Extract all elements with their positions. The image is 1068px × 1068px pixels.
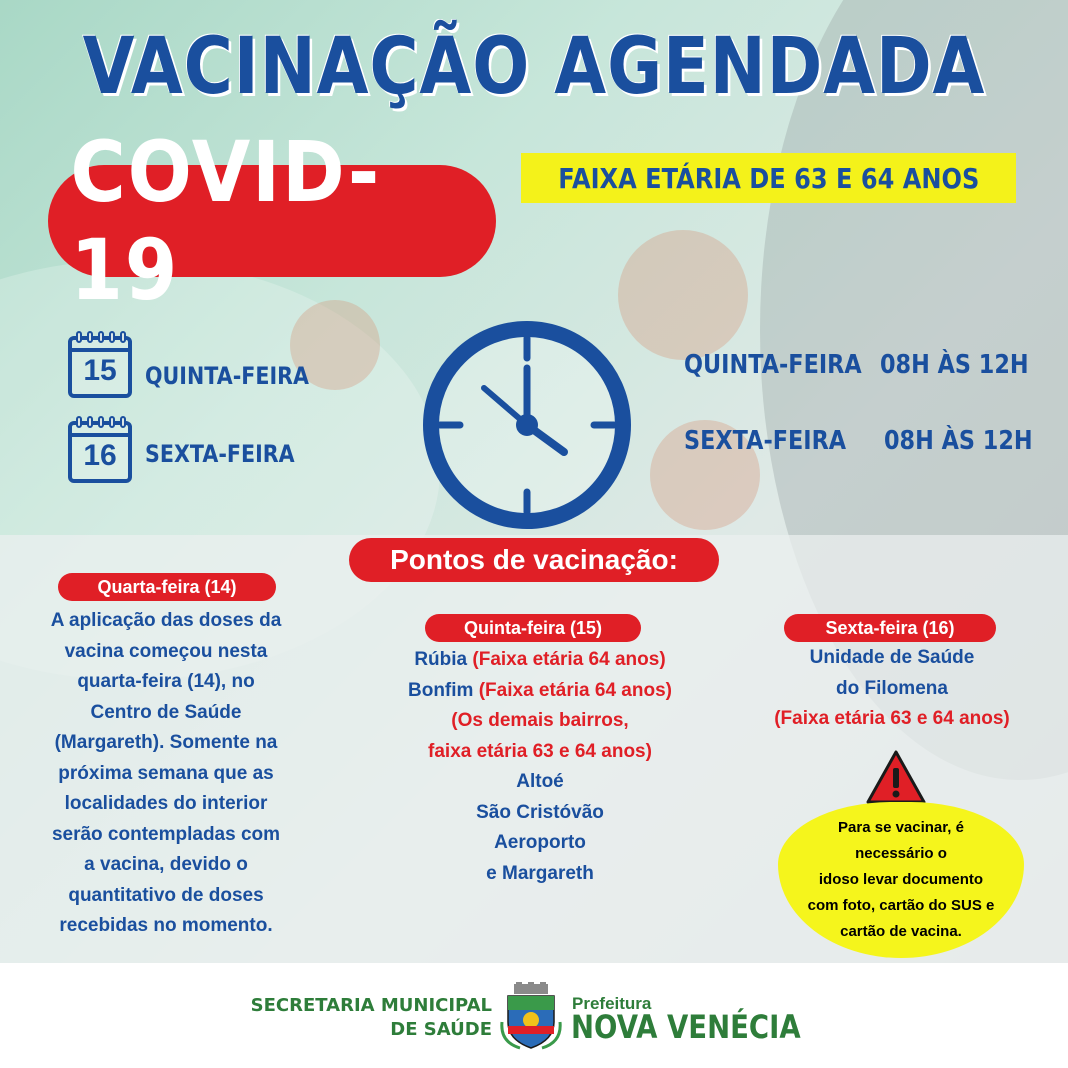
calendar-day-number: 15 <box>83 354 117 387</box>
location-line: do Filomena <box>836 677 948 699</box>
schedule-hours: 08H ÀS 12H <box>880 350 1029 380</box>
calendar-day-number: 16 <box>83 439 117 472</box>
city-crest-logo <box>500 982 562 1052</box>
city-name: NOVA VENÉCIA <box>571 1008 801 1046</box>
text-line: a vacina, devido o <box>84 854 248 875</box>
wednesday-label: Quarta-feira (14) <box>58 573 276 601</box>
friday-age: (Faixa etária 63 e 64 anos) <box>774 708 1010 729</box>
covid-badge <box>48 123 496 319</box>
location-item: Aeroporto <box>494 832 586 853</box>
text-line: localidades do interior <box>64 793 268 814</box>
location-rubia: Rúbia (Faixa etária 64 anos) <box>414 649 666 670</box>
date-weekday: SEXTA-FEIRA <box>145 440 295 468</box>
age-band <box>521 153 1016 203</box>
notice-text: Para se vacinar, é necessário o idoso levar documento com foto, cartão do SUS e cartão de vacina. <box>807 819 995 940</box>
schedule-hours: 08H ÀS 12H <box>884 426 1033 456</box>
location-line: Unidade de Saúde <box>809 647 975 668</box>
wednesday-text <box>18 606 314 942</box>
covid-label: COVID-19 <box>70 123 382 319</box>
text-line: serão contempladas com <box>51 823 281 845</box>
location-item: Altoé <box>516 771 564 792</box>
text-line: próxima semana que as <box>58 762 274 784</box>
notice-box <box>778 802 1024 958</box>
clock-icon <box>418 316 636 534</box>
date-weekday: QUINTA-FEIRA <box>145 362 310 390</box>
friday-locations <box>736 643 1048 735</box>
calendar-icon <box>68 421 132 483</box>
location-bonfim: Bonfim (Faixa etária 64 anos) <box>408 679 672 701</box>
virus-decoration <box>618 230 748 360</box>
page-title: VACINAÇÃO AGENDADA <box>82 22 986 112</box>
warning-icon <box>864 748 928 806</box>
others-note: (Os demais bairros, <box>451 710 629 731</box>
thursday-label: Quinta-feira (15) <box>425 614 641 642</box>
friday-label: Sexta-feira (16) <box>784 614 996 642</box>
text-line: quarta-feira (14), no <box>77 671 255 692</box>
calendar-icon <box>68 336 132 398</box>
location-item: e Margareth <box>486 862 594 884</box>
text-line: A aplicação das doses da <box>50 610 282 631</box>
text-line: recebidas no momento. <box>59 915 273 936</box>
others-note: faixa etária 63 e 64 anos) <box>428 740 652 762</box>
text-line: vacina começou nesta <box>64 640 268 662</box>
text-line: quantitativo de doses <box>68 884 264 906</box>
age-band-text: FAIXA ETÁRIA DE 63 E 64 ANOS <box>557 161 980 195</box>
secretaria-label: SECRETARIA MUNICIPAL DE SAÚDE <box>250 995 492 1040</box>
schedule-weekday: SEXTA-FEIRA <box>684 426 847 456</box>
location-item: São Cristóvão <box>476 801 604 823</box>
thursday-locations <box>360 645 720 889</box>
schedule-weekday: QUINTA-FEIRA <box>684 350 862 380</box>
text-line: (Margareth). Somente na <box>54 732 278 753</box>
vaccination-points-heading: Pontos de vacinação: <box>349 538 719 582</box>
text-line: Centro de Saúde <box>90 701 242 723</box>
prefeitura-label: Prefeitura <box>572 994 652 1013</box>
